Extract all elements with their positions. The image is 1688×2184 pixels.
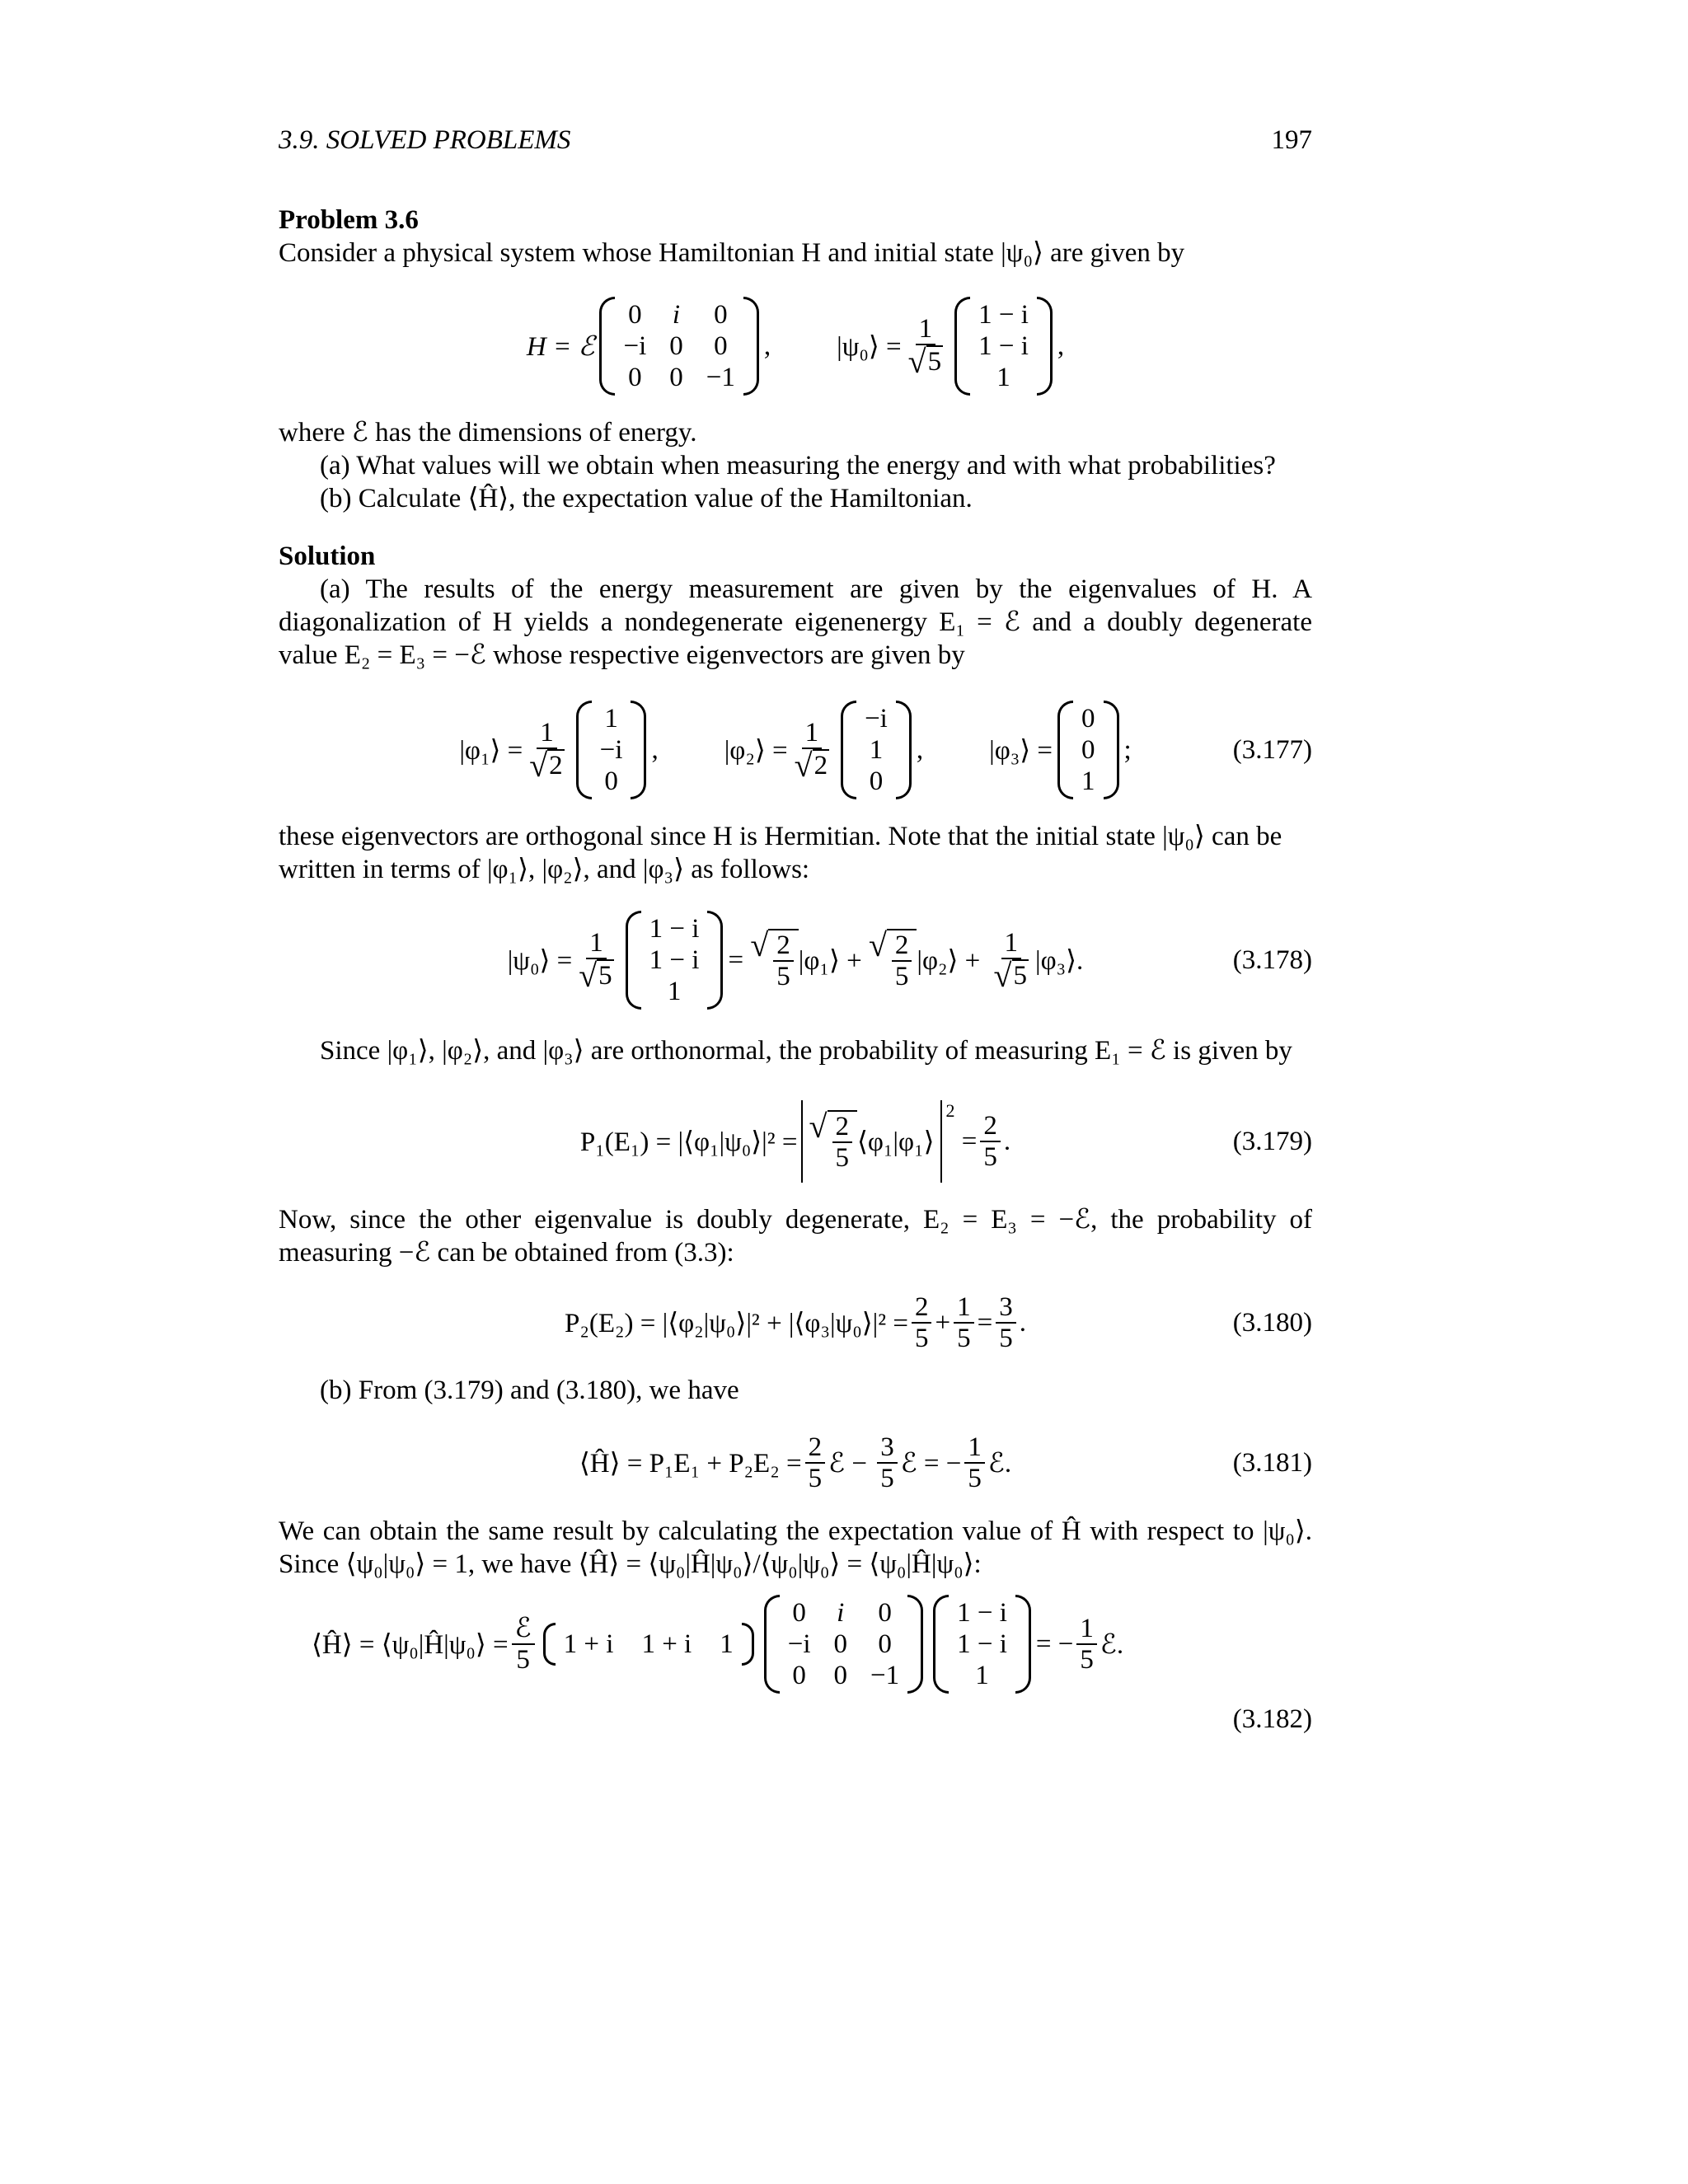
equation-number: (3.180) <box>1232 1307 1312 1338</box>
question-b: (b) Calculate ⟨Ĥ⟩, the expectation value of the Hamiltonian. <box>320 484 973 513</box>
solution-para-6: We can obtain the same result by calculating the expectation value of Ĥ with respect to |ψ₀⟩. Since ⟨ψ₀|ψ₀⟩ = 1, we have ⟨Ĥ⟩ = ⟨ψ₀|Ĥ|ψ₀⟩/⟨ψ₀|ψ₀⟩ = ⟨ψ₀|Ĥ|ψ₀⟩: <box>279 1516 1312 1579</box>
equation-3-178: |ψ₀⟩ = 1 √ 5 1 − i 1 − i 1 = √ $\frac{2}{5}$ |φ₁⟩ + √ $\frac{2}{5}$ |φ₂⟩ + 1 √ 5 |φ₃⟩. (3.178) <box>279 902 1312 1018</box>
problem-block <box>279 204 1312 269</box>
problem-title: Problem 3.6 <box>279 205 419 235</box>
dimension-note: where ℰ has the dimensions of energy. <box>279 418 697 448</box>
equation-3-177: |φ₁⟩ = 1 √ 2 1 −i 0 , |φ₂⟩ = 1 √ 2 −i 1 0 , |φ₃⟩ = 0 0 1 ; (3.177) <box>279 692 1312 808</box>
solution-para-4: Now, since the other eigenvalue is doubly degenerate, E₂ = E₃ = −ℰ, the probability of measuring −ℰ can be obtained from (3.3): <box>279 1205 1312 1268</box>
equation-number: (3.181) <box>1232 1447 1312 1478</box>
problem-intro: Consider a physical system whose Hamiltonian H and initial state |ψ₀⟩ are given by <box>279 238 1185 268</box>
equation-3-181: ⟨Ĥ⟩ = P₁E₁ + P₂E₂ = $\frac{2}{5}$ ℰ − $\frac{3}{5}$ ℰ = − $\frac{1}{5}$ ℰ. (3.181) <box>579 1432 1312 1493</box>
equation-number: (3.178) <box>1232 944 1312 975</box>
equation-number: (3.182) <box>1232 1704 1312 1734</box>
solution-para-2: these eigenvectors are orthogonal since H is Hermitian. Note that the initial state |ψ₀⟩ can be written in terms of |φ₁⟩, |φ₂⟩, and |φ₃⟩ as follows: <box>279 822 1282 884</box>
equation-3-182: ⟨Ĥ⟩ = ⟨ψ₀|Ĥ|ψ₀⟩ = $\frac{\text{ℰ}}{5}$ 1 + i 1 + i 1 0 i 0 −i 0 0 0 0 −1 1 − i 1 − i 1 = − $\frac{1}{5}$ ℰ. <box>279 1586 1312 1702</box>
equation-3-179: P₁(E₁) = |⟨φ₁|ψ₀⟩|² = √ $\frac{2}{5}$ ⟨φ₁|φ₁⟩ $^2$ = $\frac{2}{5}$ . (3.179) <box>279 1088 1312 1195</box>
equation-3-180: P₂(E₂) = |⟨φ₂|ψ₀⟩|² + |⟨φ₃|ψ₀⟩|² = $\frac{2}{5}$ + $\frac{1}{5}$ = $\frac{3}{5}$ . (3.180) <box>565 1292 1312 1353</box>
solution-para-5: (b) From (3.179) and (3.180), we have <box>320 1376 739 1405</box>
section-title: 3.9. SOLVED PROBLEMS <box>279 125 571 155</box>
solution-para-1: (a) The results of the energy measurement are given by the eigenvalues of H. A diagonalization of H yields a nondegenerate eigenenergy E₁ = ℰ and a doubly degenerate value E₂ = E₃ = −ℰ whose respective eigenvectors are given by <box>279 574 1312 670</box>
eq-h-lhs: H = ℰ <box>526 332 595 362</box>
hamiltonian-matrix: 0 i 0 −i 0 0 0 0 −1 <box>599 297 758 396</box>
psi0-vector: 1 − i 1 − i 1 <box>954 297 1053 396</box>
equation-number: (3.177) <box>1232 734 1312 765</box>
solution-title: Solution <box>279 541 376 571</box>
question-a: (a) What values will we obtain when measuring the energy and with what probabilities? <box>320 451 1276 480</box>
equation-number: (3.179) <box>1232 1126 1312 1156</box>
fraction: 1 √ 5 <box>907 313 942 381</box>
problem-questions <box>279 416 1312 515</box>
page-number: 197 <box>1271 125 1312 155</box>
solution-para-3: Since |φ₁⟩, |φ₂⟩, and |φ₃⟩ are orthonormal, the probability of measuring E₁ = ℰ is given by <box>320 1036 1292 1066</box>
equation-hamiltonian: H = ℰ 0 i 0 −i 0 0 0 0 −1 , |ψ₀⟩ = 1 √ 5 1 − i 1 − i 1 , <box>279 288 1312 404</box>
eq-psi-lhs: |ψ₀⟩ = <box>837 332 902 362</box>
solution-block <box>279 540 1312 672</box>
running-head <box>279 125 1312 163</box>
